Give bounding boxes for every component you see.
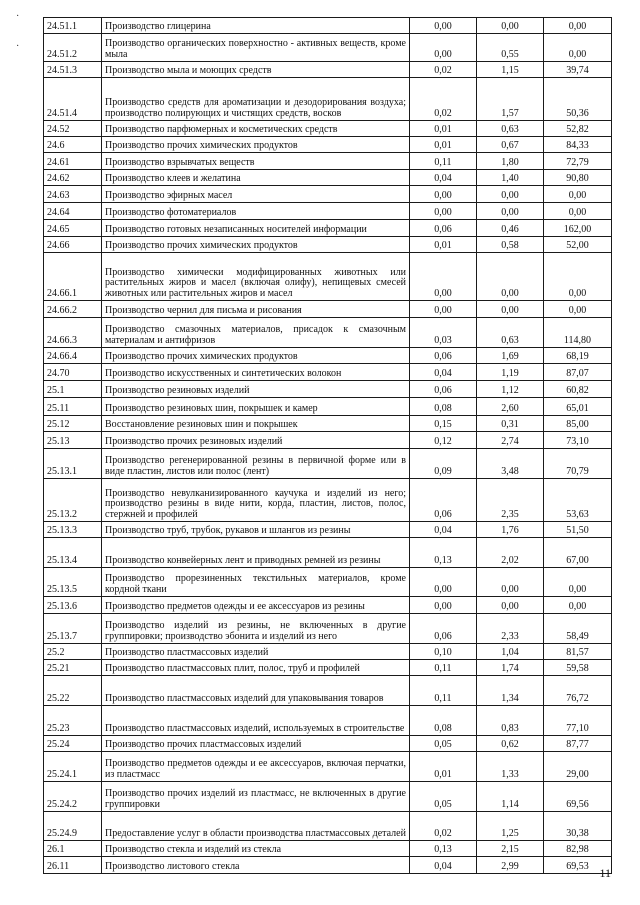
table-row bbox=[44, 137, 612, 153]
table-row bbox=[44, 857, 612, 874]
table-row bbox=[44, 782, 612, 812]
activity-code: 25.23 bbox=[44, 706, 102, 736]
activity-name: Производство прочих изделий из пластмасс, не включенных в другие группировки bbox=[102, 782, 410, 812]
value-col-2: 2,33 bbox=[477, 614, 544, 644]
activity-name: Производство невулканизированного каучука и изделий из него; производство резины в виде нити, корда, пластин, листов, полос, стержней и профилей bbox=[102, 479, 410, 522]
table-row bbox=[44, 381, 612, 398]
table-row bbox=[44, 479, 612, 522]
value-col-2: 2,15 bbox=[477, 841, 544, 857]
activity-code: 26.11 bbox=[44, 857, 102, 874]
activity-code: 25.24.2 bbox=[44, 782, 102, 812]
value-col-3: 30,38 bbox=[544, 812, 612, 841]
table-row bbox=[44, 841, 612, 857]
activity-code: 24.6 bbox=[44, 137, 102, 153]
value-col-2: 1,14 bbox=[477, 782, 544, 812]
value-col-3: 76,72 bbox=[544, 676, 612, 706]
table-row bbox=[44, 348, 612, 364]
value-col-1: 0,01 bbox=[410, 137, 477, 153]
value-col-1: 0,00 bbox=[410, 597, 477, 614]
table-row bbox=[44, 253, 612, 301]
activity-code: 24.51.3 bbox=[44, 62, 102, 78]
value-col-2: 0,00 bbox=[477, 301, 544, 318]
value-col-3: 90,80 bbox=[544, 170, 612, 186]
table-row bbox=[44, 153, 612, 170]
value-col-1: 0,08 bbox=[410, 706, 477, 736]
value-col-3: 0,00 bbox=[544, 34, 612, 62]
value-col-1: 0,06 bbox=[410, 614, 477, 644]
value-col-1: 0,00 bbox=[410, 301, 477, 318]
value-col-3: 0,00 bbox=[544, 597, 612, 614]
value-col-3: 67,00 bbox=[544, 538, 612, 568]
value-col-2: 1,69 bbox=[477, 348, 544, 364]
value-col-2: 0,00 bbox=[477, 597, 544, 614]
activity-codes-table bbox=[43, 17, 612, 874]
value-col-3: 0,00 bbox=[544, 186, 612, 203]
table-row bbox=[44, 364, 612, 381]
value-col-1: 0,13 bbox=[410, 538, 477, 568]
value-col-1: 0,00 bbox=[410, 568, 477, 597]
table-row bbox=[44, 676, 612, 706]
value-col-1: 0,04 bbox=[410, 857, 477, 874]
activity-name: Производство пластмассовых изделий, используемых в строительстве bbox=[102, 706, 410, 736]
activity-name: Производство готовых незаписанных носителей информации bbox=[102, 220, 410, 237]
activity-code: 25.24.1 bbox=[44, 752, 102, 782]
value-col-2: 1,76 bbox=[477, 522, 544, 538]
activity-name: Восстановление резиновых шин и покрышек bbox=[102, 416, 410, 432]
value-col-3: 162,00 bbox=[544, 220, 612, 237]
value-col-1: 0,06 bbox=[410, 479, 477, 522]
value-col-3: 77,10 bbox=[544, 706, 612, 736]
value-col-3: 52,82 bbox=[544, 121, 612, 137]
table-row bbox=[44, 398, 612, 416]
activity-name: Производство пластмассовых изделий bbox=[102, 644, 410, 660]
table-row bbox=[44, 736, 612, 752]
value-col-1: 0,00 bbox=[410, 253, 477, 301]
value-col-2: 0,83 bbox=[477, 706, 544, 736]
value-col-1: 0,06 bbox=[410, 348, 477, 364]
value-col-1: 0,04 bbox=[410, 170, 477, 186]
value-col-1: 0,02 bbox=[410, 78, 477, 121]
value-col-2: 0,00 bbox=[477, 568, 544, 597]
value-col-1: 0,01 bbox=[410, 237, 477, 253]
table-row bbox=[44, 78, 612, 121]
value-col-3: 85,00 bbox=[544, 416, 612, 432]
value-col-2: 1,57 bbox=[477, 78, 544, 121]
value-col-3: 69,56 bbox=[544, 782, 612, 812]
activity-code: 24.62 bbox=[44, 170, 102, 186]
value-col-1: 0,00 bbox=[410, 203, 477, 220]
value-col-2: 2,35 bbox=[477, 479, 544, 522]
activity-name: Производство средств для ароматизации и дезодорирования воздуха; производство полирующих и чистящих средств, восков bbox=[102, 78, 410, 121]
value-col-3: 59,58 bbox=[544, 660, 612, 676]
activity-name: Производство искусственных и синтетических волокон bbox=[102, 364, 410, 381]
activity-name: Производство прочих химических продуктов bbox=[102, 237, 410, 253]
activity-name: Производство прорезиненных текстильных материалов, кроме кордной ткани bbox=[102, 568, 410, 597]
table-row bbox=[44, 170, 612, 186]
activity-code: 25.22 bbox=[44, 676, 102, 706]
activity-name: Производство взрывчатых веществ bbox=[102, 153, 410, 170]
activity-code: 24.66.4 bbox=[44, 348, 102, 364]
value-col-3: 82,98 bbox=[544, 841, 612, 857]
activity-code: 24.65 bbox=[44, 220, 102, 237]
activity-code: 24.51.1 bbox=[44, 18, 102, 34]
activity-name: Производство резиновых изделий bbox=[102, 381, 410, 398]
value-col-1: 0,10 bbox=[410, 644, 477, 660]
value-col-1: 0,00 bbox=[410, 34, 477, 62]
activity-name: Производство прочих пластмассовых изделий bbox=[102, 736, 410, 752]
scan-mark: · bbox=[16, 41, 20, 52]
value-col-1: 0,01 bbox=[410, 121, 477, 137]
activity-code: 26.1 bbox=[44, 841, 102, 857]
value-col-1: 0,11 bbox=[410, 660, 477, 676]
value-col-1: 0,05 bbox=[410, 736, 477, 752]
value-col-3: 39,74 bbox=[544, 62, 612, 78]
value-col-2: 1,33 bbox=[477, 752, 544, 782]
value-col-3: 70,79 bbox=[544, 449, 612, 479]
activity-name: Производство стекла и изделий из стекла bbox=[102, 841, 410, 857]
activity-name: Производство глицерина bbox=[102, 18, 410, 34]
value-col-3: 81,57 bbox=[544, 644, 612, 660]
value-col-3: 58,49 bbox=[544, 614, 612, 644]
value-col-3: 53,63 bbox=[544, 479, 612, 522]
value-col-2: 1,80 bbox=[477, 153, 544, 170]
value-col-2: 1,04 bbox=[477, 644, 544, 660]
activity-code: 25.12 bbox=[44, 416, 102, 432]
activity-name: Производство труб, трубок, рукавов и шлангов из резины bbox=[102, 522, 410, 538]
value-col-2: 0,00 bbox=[477, 18, 544, 34]
value-col-1: 0,11 bbox=[410, 676, 477, 706]
value-col-2: 1,74 bbox=[477, 660, 544, 676]
activity-code: 24.66.3 bbox=[44, 318, 102, 348]
activity-name: Производство конвейерных лент и приводных ремней из резины bbox=[102, 538, 410, 568]
value-col-2: 1,19 bbox=[477, 364, 544, 381]
activity-code: 25.13.6 bbox=[44, 597, 102, 614]
activity-name: Производство пластмассовых плит, полос, труб и профилей bbox=[102, 660, 410, 676]
table-row bbox=[44, 301, 612, 318]
activity-code: 24.64 bbox=[44, 203, 102, 220]
table-row bbox=[44, 186, 612, 203]
table-row bbox=[44, 568, 612, 597]
value-col-2: 0,67 bbox=[477, 137, 544, 153]
value-col-1: 0,04 bbox=[410, 364, 477, 381]
activity-name: Производство прочих химических продуктов bbox=[102, 137, 410, 153]
table-row bbox=[44, 449, 612, 479]
activity-code: 25.2 bbox=[44, 644, 102, 660]
table-row bbox=[44, 34, 612, 62]
value-col-3: 0,00 bbox=[544, 253, 612, 301]
value-col-2: 3,48 bbox=[477, 449, 544, 479]
value-col-1: 0,00 bbox=[410, 18, 477, 34]
value-col-2: 2,74 bbox=[477, 432, 544, 449]
value-col-3: 87,07 bbox=[544, 364, 612, 381]
activity-code: 25.13.3 bbox=[44, 522, 102, 538]
value-col-3: 51,50 bbox=[544, 522, 612, 538]
activity-code: 25.13.5 bbox=[44, 568, 102, 597]
value-col-1: 0,05 bbox=[410, 782, 477, 812]
activity-code: 25.24.9 bbox=[44, 812, 102, 841]
activity-name: Производство клеев и желатина bbox=[102, 170, 410, 186]
activity-name: Производство изделий из резины, не включенных в другие группировки; производство эбонита и изделий из него bbox=[102, 614, 410, 644]
value-col-1: 0,13 bbox=[410, 841, 477, 857]
value-col-1: 0,02 bbox=[410, 62, 477, 78]
activity-code: 25.13 bbox=[44, 432, 102, 449]
value-col-2: 1,25 bbox=[477, 812, 544, 841]
activity-code: 25.13.1 bbox=[44, 449, 102, 479]
value-col-2: 0,62 bbox=[477, 736, 544, 752]
table-row bbox=[44, 614, 612, 644]
value-col-2: 1,12 bbox=[477, 381, 544, 398]
activity-code: 24.66.1 bbox=[44, 253, 102, 301]
table-row bbox=[44, 706, 612, 736]
activity-code: 24.66.2 bbox=[44, 301, 102, 318]
activity-name: Производство мыла и моющих средств bbox=[102, 62, 410, 78]
value-col-3: 0,00 bbox=[544, 203, 612, 220]
value-col-3: 65,01 bbox=[544, 398, 612, 416]
activity-code: 25.1 bbox=[44, 381, 102, 398]
activity-code: 24.51.4 bbox=[44, 78, 102, 121]
table-row bbox=[44, 220, 612, 237]
activity-code: 24.63 bbox=[44, 186, 102, 203]
value-col-1: 0,03 bbox=[410, 318, 477, 348]
value-col-2: 2,99 bbox=[477, 857, 544, 874]
table-row bbox=[44, 18, 612, 34]
activity-name: Производство химически модифицированных животных или растительных жиров и масел (включая олифу), непищевых смесей животных или растительных жиров и масел bbox=[102, 253, 410, 301]
table-row bbox=[44, 644, 612, 660]
value-col-1: 0,06 bbox=[410, 220, 477, 237]
activity-code: 25.13.4 bbox=[44, 538, 102, 568]
value-col-2: 0,00 bbox=[477, 203, 544, 220]
value-col-1: 0,02 bbox=[410, 812, 477, 841]
activity-code: 24.51.2 bbox=[44, 34, 102, 62]
activity-name: Производство регенерированной резины в первичной форме или в виде пластин, листов или полос (лент) bbox=[102, 449, 410, 479]
table-row bbox=[44, 318, 612, 348]
table-row bbox=[44, 62, 612, 78]
value-col-3: 69,53 bbox=[544, 857, 612, 874]
table-row bbox=[44, 538, 612, 568]
table-row bbox=[44, 812, 612, 841]
value-col-2: 2,60 bbox=[477, 398, 544, 416]
value-col-3: 60,82 bbox=[544, 381, 612, 398]
table-row bbox=[44, 522, 612, 538]
value-col-2: 0,00 bbox=[477, 253, 544, 301]
activity-name: Производство резиновых шин, покрышек и камер bbox=[102, 398, 410, 416]
activity-code: 25.11 bbox=[44, 398, 102, 416]
value-col-2: 0,58 bbox=[477, 237, 544, 253]
value-col-2: 0,55 bbox=[477, 34, 544, 62]
table-row bbox=[44, 416, 612, 432]
value-col-3: 84,33 bbox=[544, 137, 612, 153]
value-col-1: 0,15 bbox=[410, 416, 477, 432]
value-col-3: 68,19 bbox=[544, 348, 612, 364]
value-col-2: 1,40 bbox=[477, 170, 544, 186]
value-col-3: 87,77 bbox=[544, 736, 612, 752]
activity-code: 25.13.2 bbox=[44, 479, 102, 522]
value-col-2: 0,46 bbox=[477, 220, 544, 237]
activity-name: Предоставление услуг в области производства пластмассовых деталей bbox=[102, 812, 410, 841]
value-col-1: 0,12 bbox=[410, 432, 477, 449]
value-col-2: 1,15 bbox=[477, 62, 544, 78]
value-col-3: 73,10 bbox=[544, 432, 612, 449]
value-col-3: 52,00 bbox=[544, 237, 612, 253]
table-row bbox=[44, 203, 612, 220]
activity-name: Производство прочих химических продуктов bbox=[102, 348, 410, 364]
activity-name: Производство предметов одежды и ее аксессуаров из резины bbox=[102, 597, 410, 614]
activity-name: Производство листового стекла bbox=[102, 857, 410, 874]
value-col-1: 0,04 bbox=[410, 522, 477, 538]
value-col-3: 114,80 bbox=[544, 318, 612, 348]
value-col-2: 0,63 bbox=[477, 318, 544, 348]
value-col-3: 50,36 bbox=[544, 78, 612, 121]
activity-name: Производство смазочных материалов, присадок к смазочным материалам и антифризов bbox=[102, 318, 410, 348]
value-col-1: 0,01 bbox=[410, 752, 477, 782]
table-row bbox=[44, 237, 612, 253]
value-col-3: 29,00 bbox=[544, 752, 612, 782]
activity-code: 24.70 bbox=[44, 364, 102, 381]
table-row bbox=[44, 432, 612, 449]
table-row bbox=[44, 660, 612, 676]
activity-name: Производство органических поверхностно - активных веществ, кроме мыла bbox=[102, 34, 410, 62]
activity-code: 25.24 bbox=[44, 736, 102, 752]
activity-name: Производство парфюмерных и косметических средств bbox=[102, 121, 410, 137]
activity-code: 25.21 bbox=[44, 660, 102, 676]
activity-name: Производство чернил для письма и рисования bbox=[102, 301, 410, 318]
value-col-3: 0,00 bbox=[544, 568, 612, 597]
value-col-1: 0,00 bbox=[410, 186, 477, 203]
value-col-3: 0,00 bbox=[544, 301, 612, 318]
value-col-2: 2,02 bbox=[477, 538, 544, 568]
activity-code: 24.61 bbox=[44, 153, 102, 170]
activity-name: Производство предметов одежды и ее аксессуаров, включая перчатки, из пластмасс bbox=[102, 752, 410, 782]
activity-name: Производство пластмассовых изделий для упаковывания товаров bbox=[102, 676, 410, 706]
page-number: 11 bbox=[599, 866, 611, 880]
value-col-2: 1,34 bbox=[477, 676, 544, 706]
value-col-1: 0,09 bbox=[410, 449, 477, 479]
value-col-1: 0,11 bbox=[410, 153, 477, 170]
value-col-1: 0,08 bbox=[410, 398, 477, 416]
value-col-2: 0,00 bbox=[477, 186, 544, 203]
activity-code: 25.13.7 bbox=[44, 614, 102, 644]
activity-name: Производство фотоматериалов bbox=[102, 203, 410, 220]
table-row bbox=[44, 752, 612, 782]
activity-name: Производство прочих резиновых изделий bbox=[102, 432, 410, 449]
activity-code: 24.66 bbox=[44, 237, 102, 253]
value-col-3: 72,79 bbox=[544, 153, 612, 170]
table-row bbox=[44, 121, 612, 137]
table-body bbox=[44, 18, 612, 874]
activity-code: 24.52 bbox=[44, 121, 102, 137]
value-col-2: 0,31 bbox=[477, 416, 544, 432]
table-row bbox=[44, 597, 612, 614]
scan-mark: · bbox=[16, 11, 20, 22]
activity-name: Производство эфирных масел bbox=[102, 186, 410, 203]
value-col-1: 0,06 bbox=[410, 381, 477, 398]
value-col-3: 0,00 bbox=[544, 18, 612, 34]
value-col-2: 0,63 bbox=[477, 121, 544, 137]
